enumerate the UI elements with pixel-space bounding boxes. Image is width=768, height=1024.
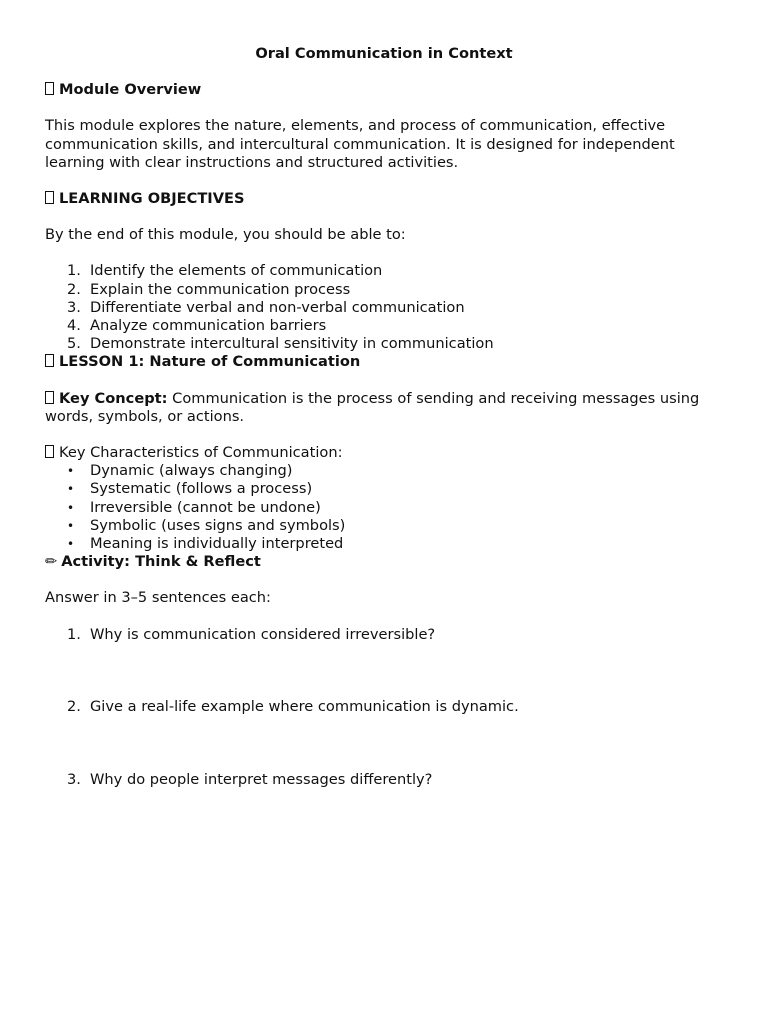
key-concept-label: Key Concept:: [59, 389, 168, 407]
missing-glyph-icon: [45, 354, 54, 367]
list-item-text: Why do people interpret messages differently?: [90, 770, 433, 788]
list-item: [45, 517, 723, 535]
list-item-text: Meaning is individually interpreted: [90, 535, 344, 553]
objectives-list: [45, 262, 723, 353]
list-item-number: 4.: [67, 317, 81, 335]
bullet-icon: •: [67, 464, 75, 479]
list-item-text: Explain the communication process: [90, 280, 351, 298]
overview-body: This module explores the nature, elements, and process of communication, effective communication skills, and intercultural communication. It is designed for independent learning with clear instructions and structured activities.: [45, 117, 675, 171]
list-item: [45, 626, 723, 644]
list-item-text: Demonstrate intercultural sensitivity in communication: [90, 335, 494, 353]
list-item: [45, 299, 723, 317]
list-item: [45, 535, 723, 553]
missing-glyph-icon: [45, 445, 54, 458]
activity-questions: [45, 626, 723, 789]
list-item-text: Symbolic (uses signs and symbols): [90, 516, 346, 534]
list-item-text: Identify the elements of communication: [90, 262, 383, 280]
list-item-number: 1.: [67, 625, 81, 643]
overview-heading-text: Module Overview: [59, 81, 202, 99]
list-item-number: 2.: [67, 280, 81, 298]
objectives-heading: [45, 190, 723, 208]
key-concept: [45, 390, 723, 426]
list-item: [45, 262, 723, 280]
missing-glyph-icon: [45, 391, 54, 404]
list-item-number: 3.: [67, 770, 81, 788]
list-item: [45, 281, 723, 299]
lesson-heading: [45, 353, 723, 371]
list-item-text: Systematic (follows a process): [90, 480, 313, 498]
list-item-text: Why is communication considered irreversible?: [90, 625, 436, 643]
list-item-text: Give a real-life example where communication is dynamic.: [90, 698, 519, 716]
list-item-text: Dynamic (always changing): [90, 462, 293, 480]
activity-instruction: Answer in 3–5 sentences each:: [45, 589, 271, 607]
activity-heading: [45, 553, 723, 571]
list-item: [45, 335, 723, 353]
list-item-number: 2.: [67, 698, 81, 716]
list-item: [45, 499, 723, 517]
characteristics-intro: [45, 444, 723, 462]
document-title: Oral Communication in Context: [255, 45, 513, 62]
bullet-icon: •: [67, 482, 75, 497]
characteristics-intro-text: Key Characteristics of Communication:: [59, 444, 343, 462]
bullet-icon: •: [67, 500, 75, 515]
characteristics-list: [45, 462, 723, 553]
list-item: [45, 698, 723, 716]
bullet-icon: •: [67, 518, 75, 533]
list-item-text: Irreversible (cannot be undone): [90, 498, 321, 516]
objectives-intro: By the end of this module, you should be able to:: [45, 226, 406, 244]
activity-heading-text: Activity: Think & Reflect: [61, 553, 261, 571]
list-item-number: 3.: [67, 298, 81, 316]
list-item-text: Analyze communication barriers: [90, 317, 327, 335]
list-item: [45, 317, 723, 335]
list-item: [45, 771, 723, 789]
list-item: [45, 480, 723, 498]
bullet-icon: •: [67, 537, 75, 552]
lesson-heading-text: LESSON 1: Nature of Communication: [59, 353, 361, 371]
missing-glyph-icon: [45, 82, 54, 95]
key-concept-text: Communication is the process of sending and receiving messages using words, symbols, or actions.: [45, 389, 700, 425]
pencil-icon: ✏: [45, 553, 58, 571]
overview-heading: [45, 81, 723, 99]
list-item: [45, 462, 723, 480]
objectives-heading-text: LEARNING OBJECTIVES: [59, 190, 245, 208]
list-item-number: 5.: [67, 335, 81, 353]
list-item-text: Differentiate verbal and non-verbal communication: [90, 298, 465, 316]
list-item-number: 1.: [67, 262, 81, 280]
missing-glyph-icon: [45, 191, 54, 204]
